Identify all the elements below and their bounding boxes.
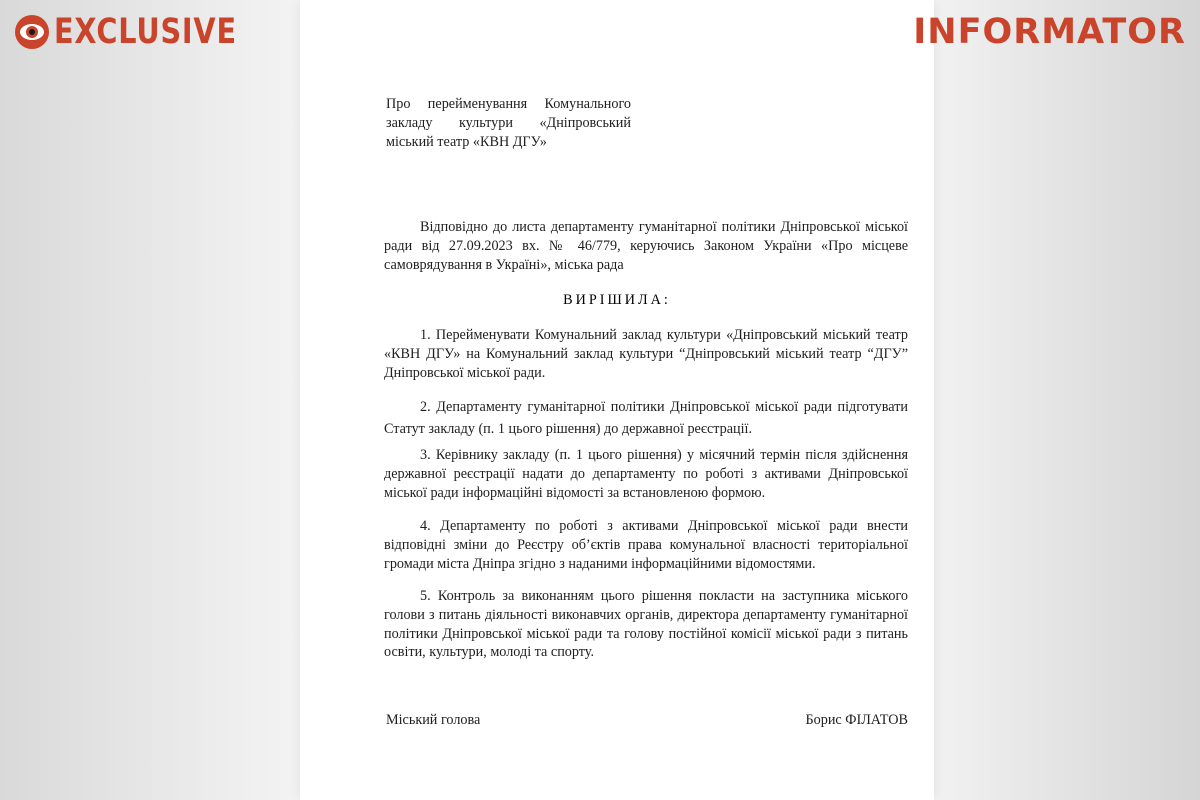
eye-icon xyxy=(14,14,50,50)
signatory-position: Міський голова xyxy=(386,712,481,728)
decision-item: 3. Керівнику закладу (п. 1 цього рішення) у місячний термін після здійснення державної реєстрації надати до департаменту по роботі з активами Дніпровської міської ради інформаційні відомості за встановленою формою. xyxy=(384,447,908,501)
signatory-name: Борис ФІЛАТОВ xyxy=(805,712,908,728)
decision-heading: ВИРІШИЛА: xyxy=(563,292,671,308)
informator-logo xyxy=(913,12,1186,52)
document-preamble: Відповідно до листа департаменту гуманітарної політики Дніпровської міської ради від 27.09.2023 вх. № 46/779, керуючись Законом України «Про місцеве самоврядування в Україні», міська рада xyxy=(384,219,908,273)
background-right-shade xyxy=(930,0,1200,800)
decision-item: 1. Перейменувати Комунальний заклад культури «Дніпровський міський театр «КВН ДГУ» на Комунальний заклад культури “Дніпровський міський театр “ДГУ” Дніпровської міської ради. xyxy=(384,327,908,381)
background-left-shade xyxy=(0,0,300,800)
decision-item: 2. Департаменту гуманітарної політики Дніпровської міської ради підготувати Статут закладу (п. 1 цього рішення) до державної реєстрації. xyxy=(384,399,908,437)
document-page xyxy=(300,0,934,800)
informator-label: INFORMATOR xyxy=(913,12,1186,52)
decision-item: 5. Контроль за виконанням цього рішення покласти на заступника міського голови з питань діяльності виконавчих органів, директора департаменту гуманітарної політики Дніпровської міської ради та голову постійної комісії міської ради з питань освіти, культури, молоді та спорту. xyxy=(384,588,908,661)
signature-block xyxy=(386,712,908,729)
exclusive-badge xyxy=(14,12,277,52)
exclusive-label: EXCLUSIVE xyxy=(54,12,237,52)
document-subject: Про перейменування Комунального закладу культури «Дніпровський міський театр «КВН ДГУ» xyxy=(386,96,631,150)
decision-item: 4. Департаменту по роботі з активами Дніпровської міської ради внести відповідні зміни до Реєстру об’єктів права комунальної власності територіальної громади міста Дніпра згідно з наданими інформаційними відомостями. xyxy=(384,518,908,572)
